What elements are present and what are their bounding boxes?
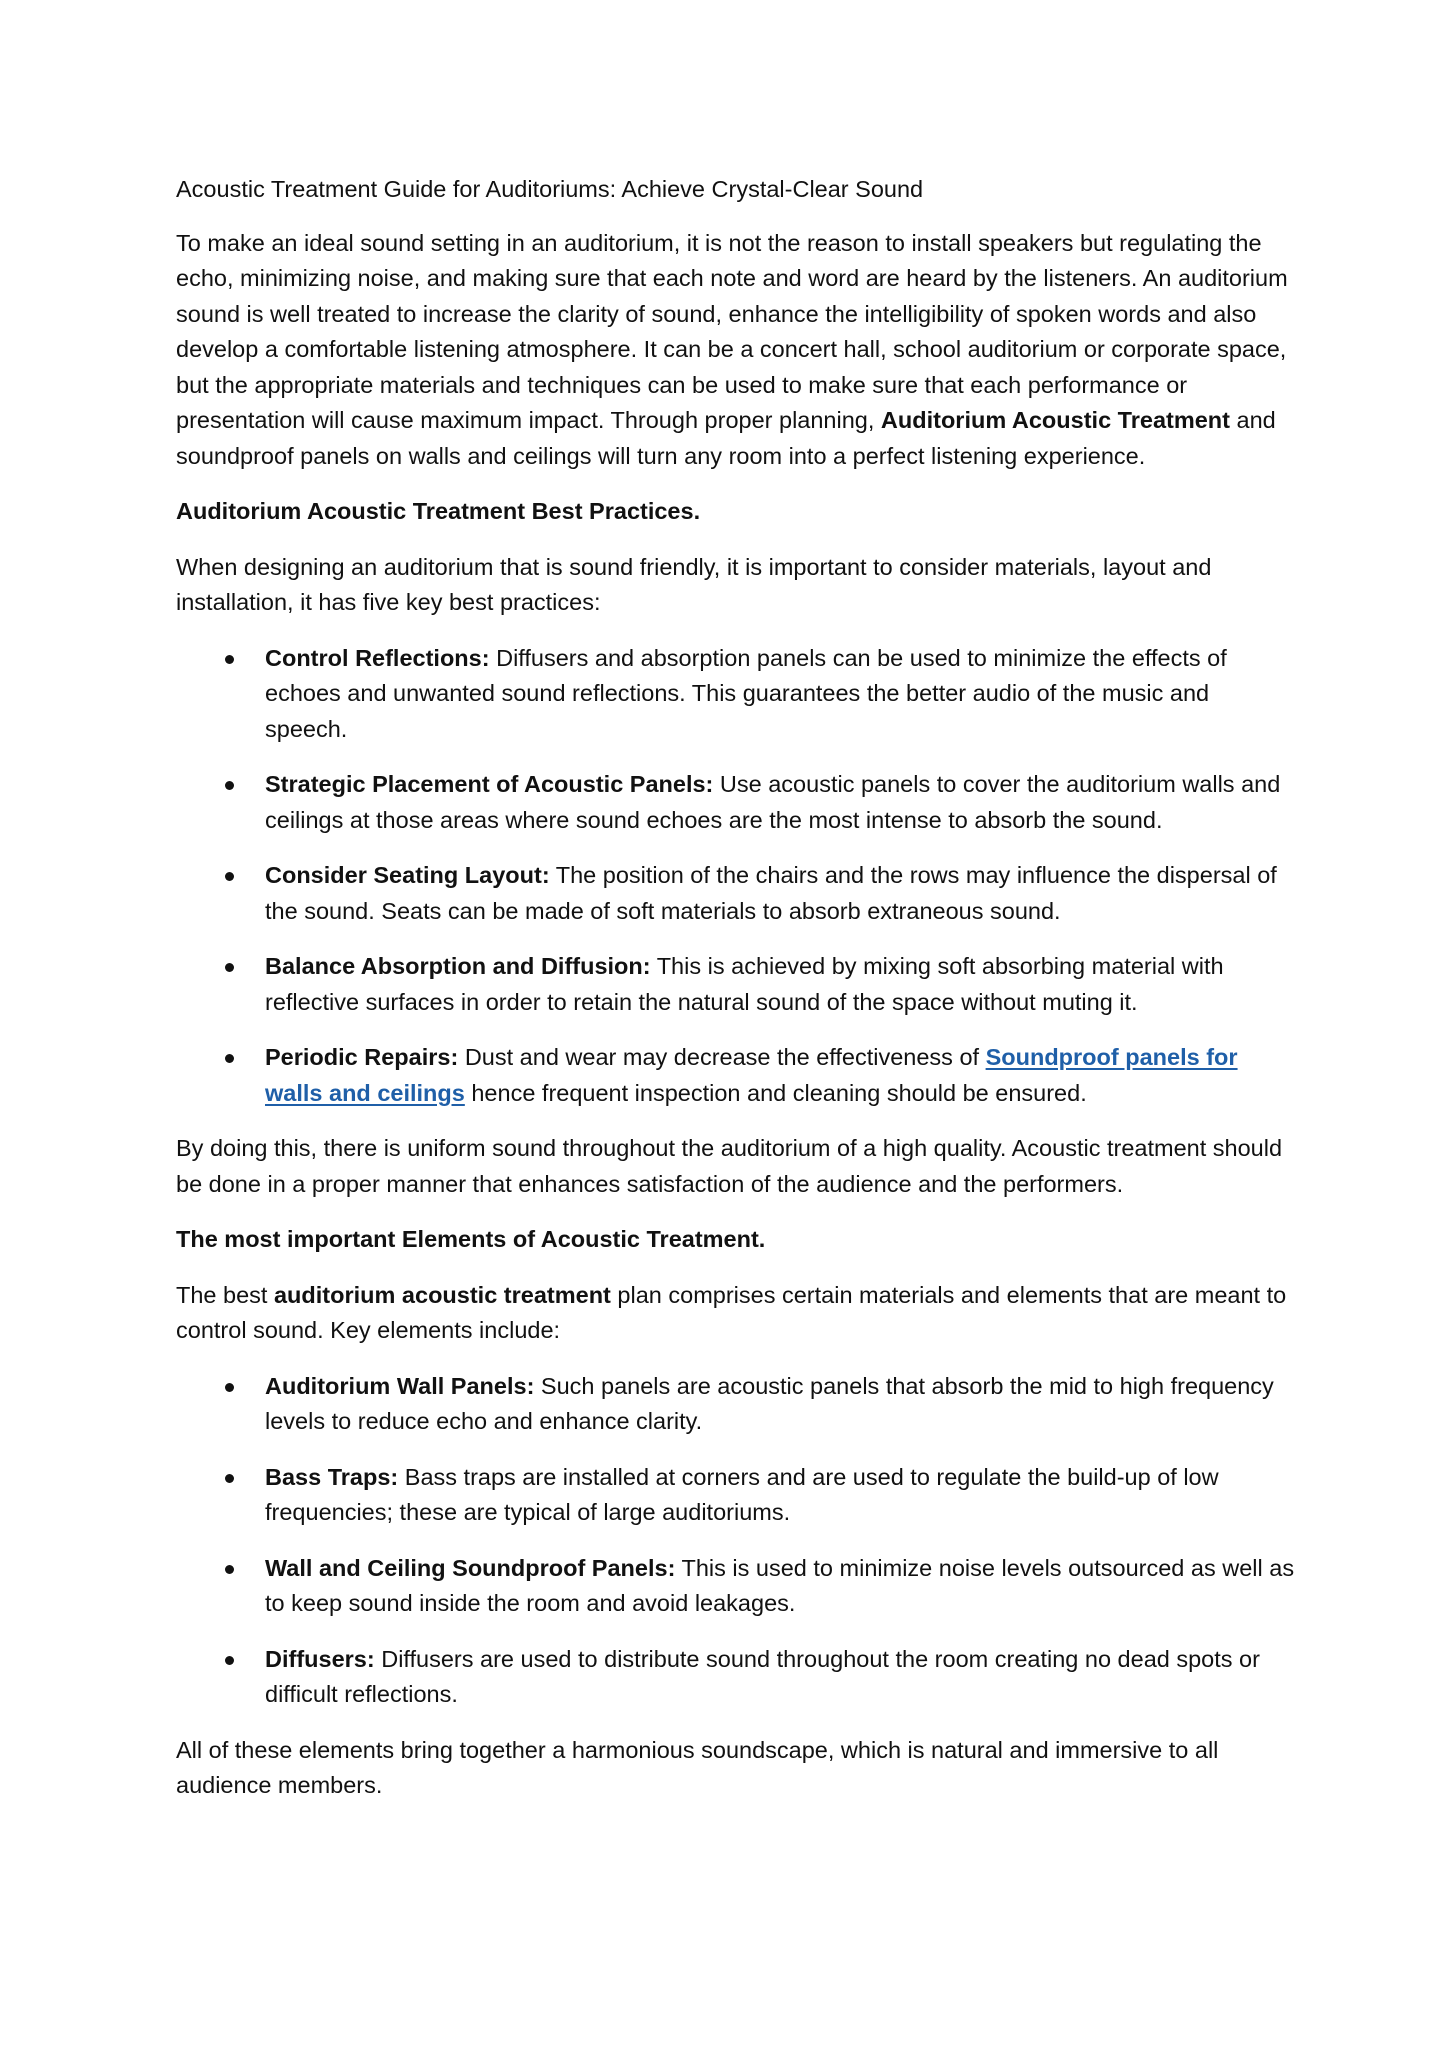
list-item-text: Diffusers are used to distribute sound throughout the room creating no dead spots or difficult reflections. [265,1645,1260,1707]
list-item-term: Diffusers: [265,1645,375,1672]
section2-lead-text-1: The best [176,1281,274,1308]
list-item-text: This is achieved by mixing soft absorbing material with reflective surfaces in order to retain the natural sound of the space without muting it. [265,953,1224,1015]
list-item-term: Consider Seating Layout: [265,862,550,888]
bullet-icon [225,1054,234,1063]
list-item [176,767,1296,838]
list-item [176,1369,1296,1440]
bullet-icon [225,963,234,972]
list-item-term: Wall and Ceiling Soundproof Panels: [265,1554,676,1581]
list-item [176,641,1296,748]
list-item-term: Bass Traps: [265,1463,399,1490]
list-item [176,949,1296,1020]
best-practices-list [176,641,1296,1112]
bullet-icon [225,1565,234,1574]
bullet-icon [225,1383,234,1392]
list-item [176,1040,1296,1111]
list-item [176,1551,1296,1622]
list-item-text: Dust and wear may decrease the effectiveness of [458,1044,986,1070]
list-item [176,858,1296,929]
list-item-term: Control Reflections: [265,644,490,671]
section1-closing: By doing this, there is uniform sound throughout the auditorium of a high quality. Acoustic treatment should be done in a proper manner that enhances satisfaction of the audience and the performers. [176,1135,1283,1197]
section2-lead-text-2: plan comprises certain materials and elements that are meant to control sound. Key elements include: [176,1281,1287,1343]
list-item-text: Bass traps are installed at corners and are used to regulate the build-up of low frequencies; these are typical of large auditoriums. [265,1463,1219,1525]
section1-heading: Auditorium Acoustic Treatment Best Practices. [176,498,701,524]
list-item-text: The position of the chairs and the rows may influence the dispersal of the sound. Seats can be made of soft materials to absorb extraneous sound. [265,862,1277,924]
bullet-icon [225,781,234,790]
document-page [176,172,1296,1824]
intro-paragraph [176,226,1296,475]
list-item-term: Balance Absorption and Diffusion: [265,953,651,979]
list-item-term: Auditorium Wall Panels: [265,1372,535,1399]
list-item [176,1460,1296,1531]
list-item [176,1642,1296,1713]
soundproof-panels-link[interactable]: Soundproof panels for walls and ceilings [265,1044,1238,1106]
list-item-term: Periodic Repairs: [265,1044,459,1070]
bullet-icon [225,1474,234,1483]
section2-heading: The most important Elements of Acoustic Treatment. [176,1226,766,1252]
bullet-icon [225,1656,234,1665]
section2-lead [176,1278,1296,1349]
list-item-text: Use acoustic panels to cover the auditorium walls and ceilings at those areas where sound echoes are the most intense to absorb the sound. [265,771,1281,833]
intro-bold-term: Auditorium Acoustic Treatment [880,407,1230,433]
list-item-text: hence frequent inspection and cleaning should be ensured. [464,1079,1087,1106]
bullet-icon [225,655,234,664]
intro-text-2: and soundproof panels on walls and ceilings will turn any room into a perfect listening experience. [176,407,1276,469]
bullet-icon [225,872,234,881]
key-elements-list [176,1369,1296,1713]
intro-text-1: To make an ideal sound setting in an auditorium, it is not the reason to install speakers but regulating the echo, minimizing noise, and making sure that each note and word are heard by the listeners. An auditorium sound is well treated to increase the clarity of sound, enhance the intelligibility of spoken words and also develop a comfortable listening atmosphere. It can be a concert hall, school auditorium or corporate space, but the appropriate materials and techniques can be used to make sure that each performance or presentation will cause maximum impact. Through proper planning, [176,229,1288,433]
list-item-text: Such panels are acoustic panels that absorb the mid to high frequency levels to reduce echo and enhance clarity. [265,1372,1274,1434]
section2-lead-bold: auditorium acoustic treatment [273,1281,611,1308]
list-item-text: Diffusers and absorption panels can be used to minimize the effects of echoes and unwanted sound reflections. This guarantees the better audio of the music and speech. [265,644,1227,742]
list-item-term: Strategic Placement of Acoustic Panels: [265,771,714,797]
section2-closing: All of these elements bring together a harmonious soundscape, which is natural and immersive to all audience members. [176,1736,1219,1798]
document-title: Acoustic Treatment Guide for Auditoriums: Achieve Crystal-Clear Sound [176,176,924,202]
section1-lead: When designing an auditorium that is sound friendly, it is important to consider materials, layout and installation, it has five key best practices: [176,553,1212,615]
list-item-text: This is used to minimize noise levels outsourced as well as to keep sound inside the room and avoid leakages. [265,1554,1295,1616]
